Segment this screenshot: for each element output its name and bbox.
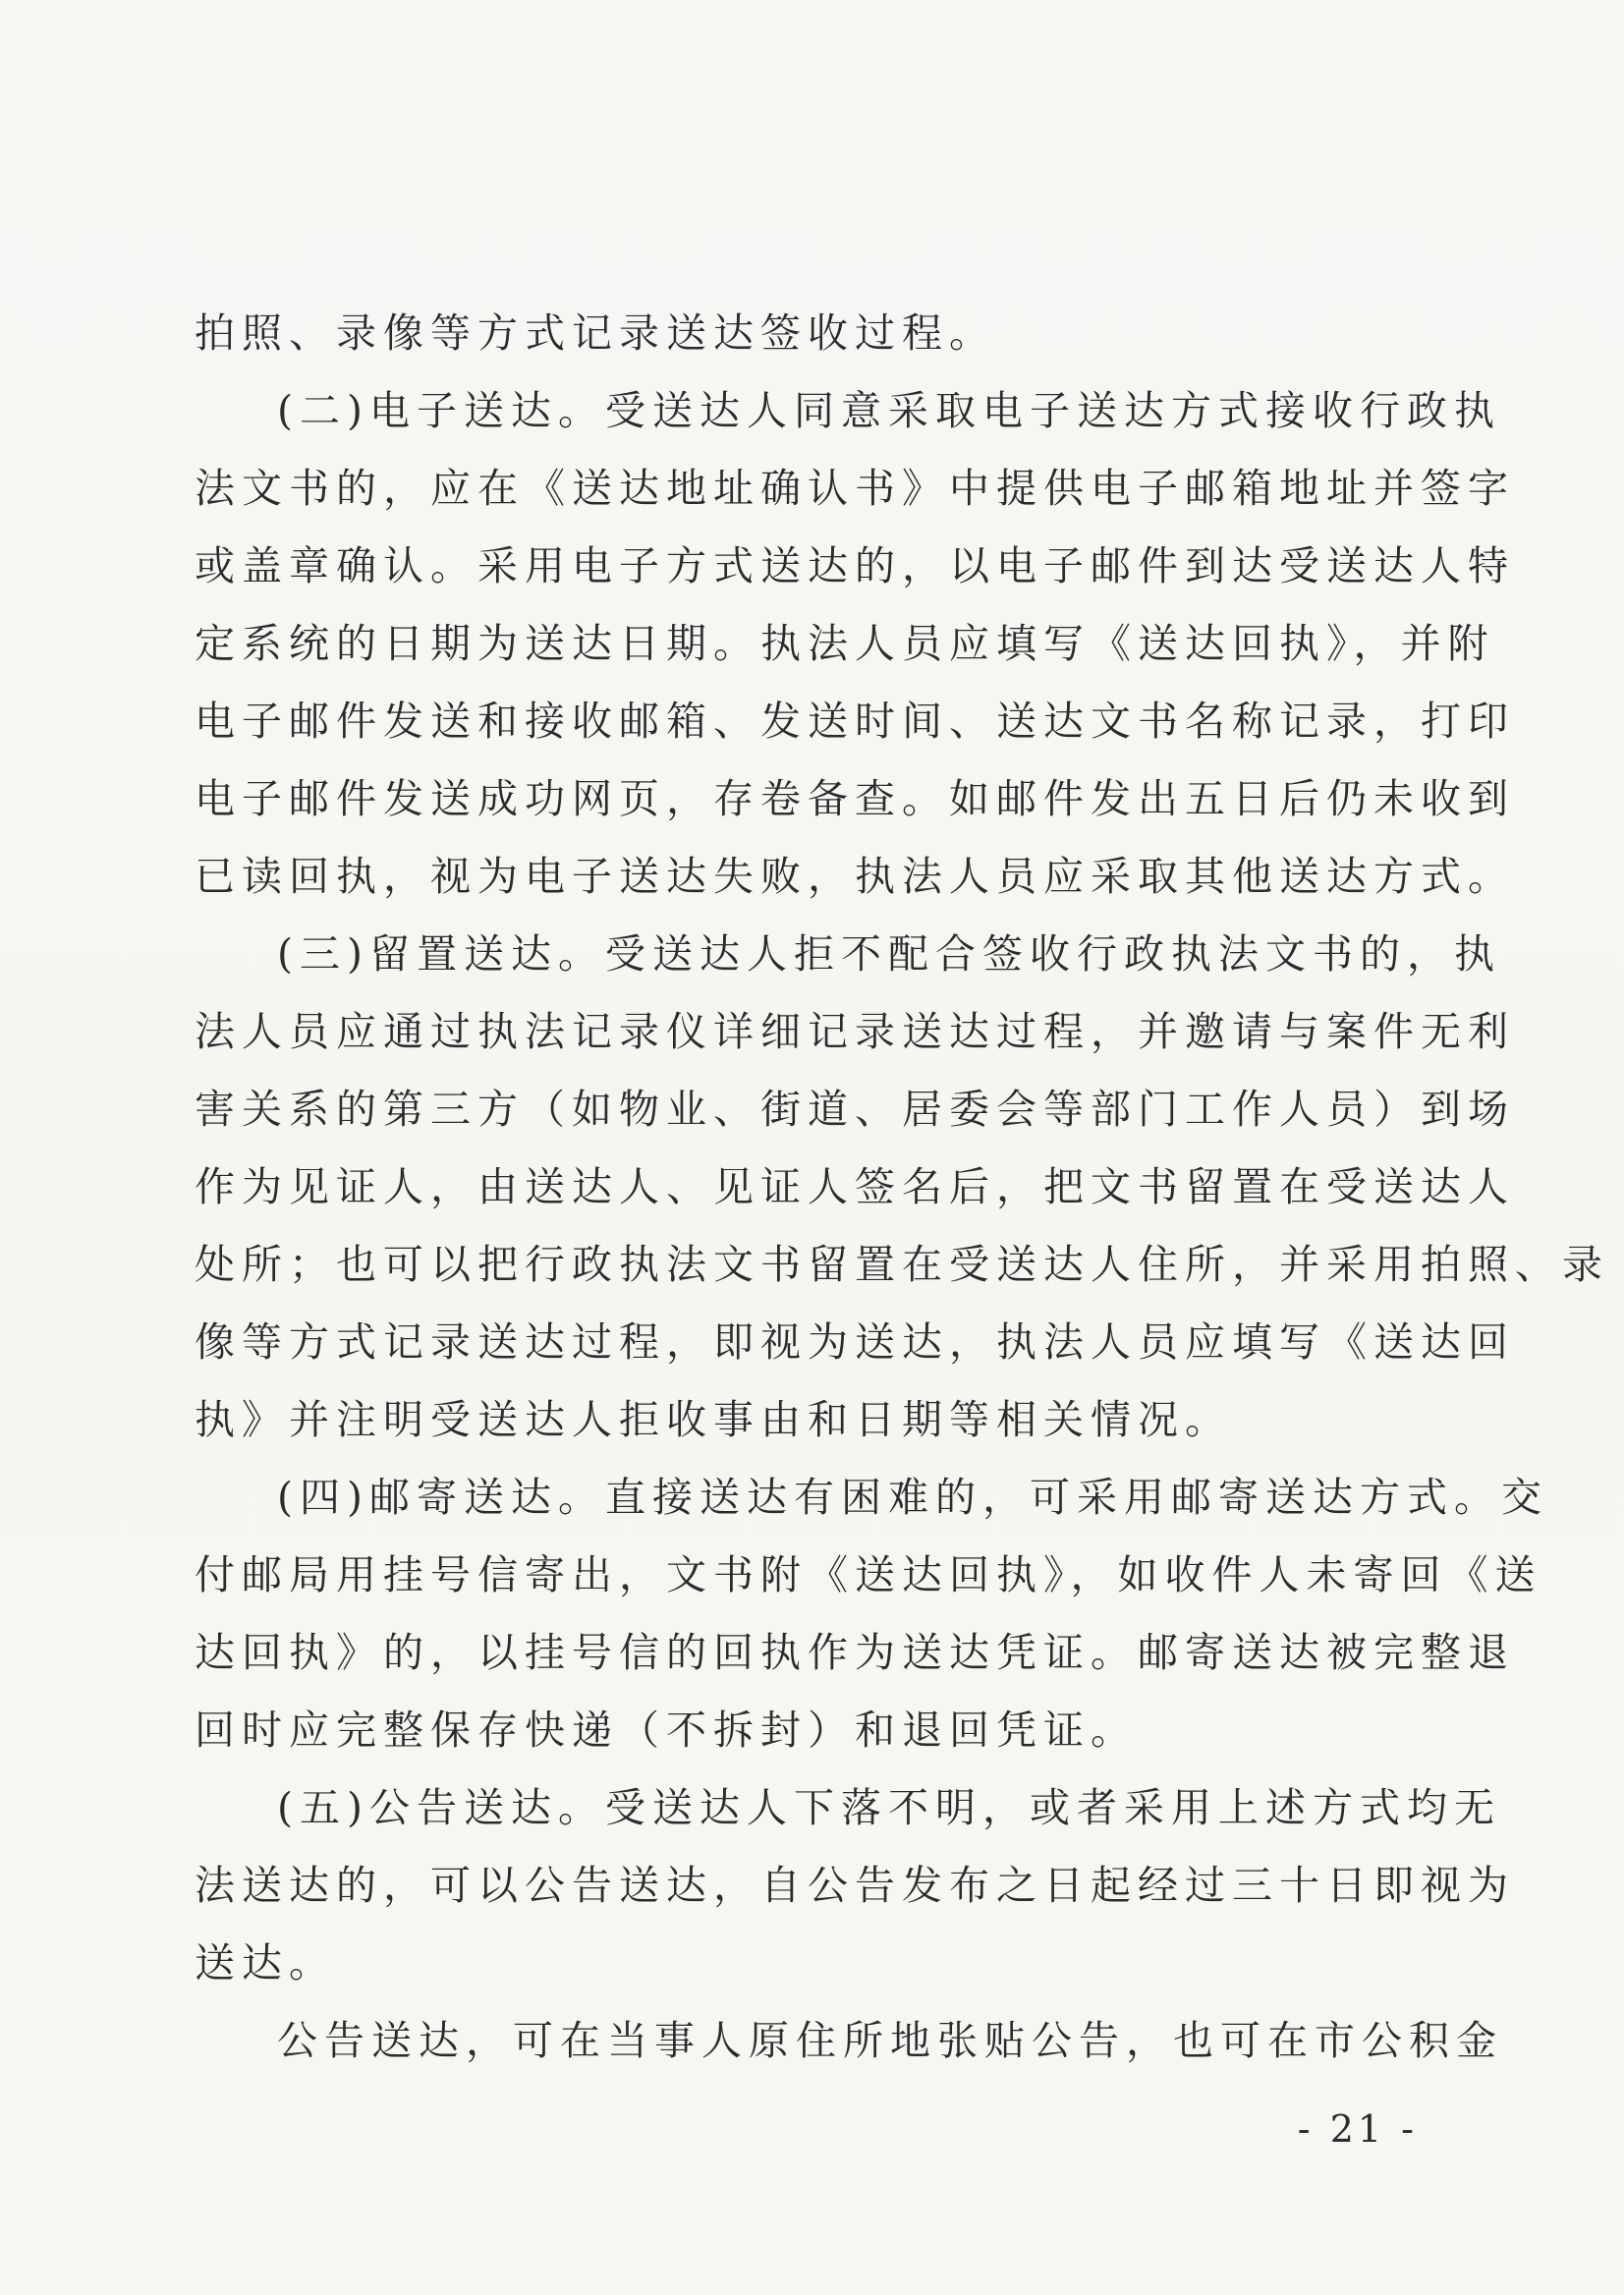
text-line: 回时应完整保存快递（不拆封）和退回凭证。 xyxy=(195,1707,1138,1754)
text-line: 法送达的，可以公告送达，自公告发布之日起经过三十日即视为 xyxy=(195,1862,1515,1909)
text-line: 执》并注明受送达人拒收事由和日期等相关情况。 xyxy=(195,1396,1232,1443)
text-line: 像等方式记录送达过程，即视为送达，执法人员应填写《送达回 xyxy=(195,1318,1515,1366)
text-line: 已读回执，视为电子送达失败，执法人员应采取其他送达方式。 xyxy=(195,853,1515,900)
text-line: 电子邮件发送和接收邮箱、发送时间、送达文书名称记录，打印 xyxy=(195,698,1515,745)
text-line: 处所；也可以把行政执法文书留置在受送达人住所，并采用拍照、录 xyxy=(195,1241,1609,1288)
page-number: - 21 - xyxy=(1297,2107,1418,2151)
text-line: 定系统的日期为送达日期。执法人员应填写《送达回执》，并附 xyxy=(195,620,1495,667)
text-line: 或盖章确认。采用电子方式送达的，以电子邮件到达受送达人特 xyxy=(195,542,1515,589)
text-line: 付邮局用挂号信寄出，文书附《送达回执》，如收件人未寄回《送 xyxy=(195,1551,1542,1598)
body-text xyxy=(195,295,1609,2080)
paragraph-postal-service: (四)邮寄送达。直接送达有困难的，可采用邮寄送达方式。交 xyxy=(277,1474,1548,1521)
text-line: 法文书的，应在《送达地址确认书》中提供电子邮箱地址并签字 xyxy=(195,465,1515,512)
paragraph-notice-posting: 公告送达，可在当事人原住所地张贴公告，也可在市公积金 xyxy=(277,2017,1503,2064)
text-line: 送达。 xyxy=(195,1939,336,1987)
text-line: 法人员应通过执法记录仪详细记录送达过程，并邀请与案件无利 xyxy=(195,1008,1515,1055)
text-line: 作为见证人，由送达人、见证人签名后，把文书留置在受送达人 xyxy=(195,1163,1515,1210)
paragraph-public-notice-service: (五)公告送达。受送达人下落不明，或者采用上述方式均无 xyxy=(277,1784,1501,1831)
paragraph-electronic-service: (二)电子送达。受送达人同意采取电子送达方式接收行政执 xyxy=(277,387,1501,434)
text-line: 拍照、录像等方式记录送达签收过程。 xyxy=(195,309,996,357)
text-line: 害关系的第三方（如物业、街道、居委会等部门工作人员）到场 xyxy=(195,1086,1515,1133)
text-line: 电子邮件发送成功网页，存卷备查。如邮件发出五日后仍未收到 xyxy=(195,775,1515,822)
text-line: 达回执》的，以挂号信的回执作为送达凭证。邮寄送达被完整退 xyxy=(195,1629,1515,1676)
paragraph-lien-service: (三)留置送达。受送达人拒不配合签收行政执法文书的，执 xyxy=(277,930,1501,978)
